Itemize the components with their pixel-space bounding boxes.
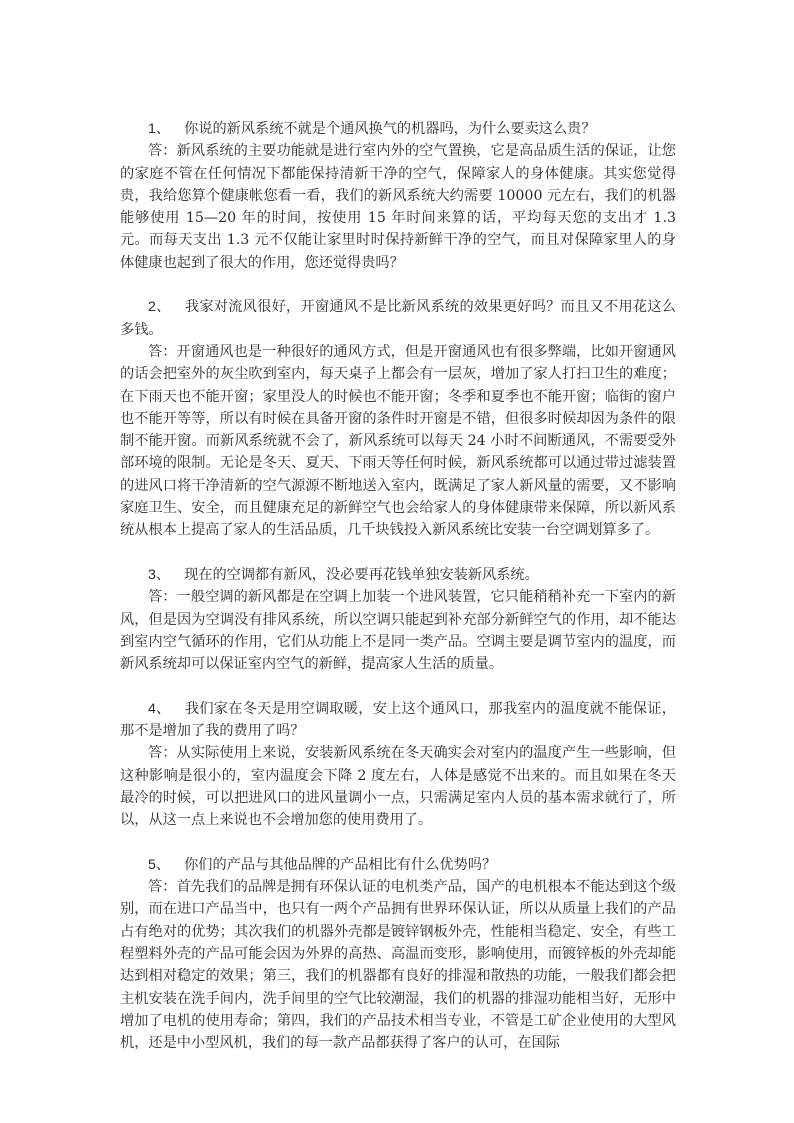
question-text: 你说的新风系统不就是个通风换气的机器吗，为什么要卖这么贵？ <box>184 121 596 137</box>
question-number: 5、 <box>148 856 171 873</box>
question-2 <box>120 296 676 341</box>
question-1 <box>120 118 676 140</box>
question-text: 你们的产品与其他品牌的产品相比有什么优势吗？ <box>184 856 497 873</box>
question-number: 4、 <box>148 700 171 717</box>
answer-4: 答：从实际使用上来说，安装新风系统在冬天确实会对室内的温度产生一些影响，但这种影响是很小的，室内温度会下降 2 度左右，人体是感觉不出来的。而且如果在冬天最冷的时候，可以把进风口的进风量调小一点，只需满足室内人员的基本需求就行了，所以，从这一点上来说也不会增加您的使用费用了。 <box>120 745 676 829</box>
question-5 <box>120 854 676 876</box>
question-4 <box>120 698 676 743</box>
answer-5: 答：首先我们的品牌是拥有环保认证的电机类产品，国产的电机根本不能达到这个级别，而在进口产品当中，也只有一两个产品拥有世界环保认证，所以从质量上我们的产品占有绝对的优势；其次我们的机器外壳都是镀锌钢板外壳，性能相当稳定、安全，有些工程塑料外壳的产品可能会因为外界的高热、高温而变形，影响使用，而镀锌板的外壳却能达到相对稳定的效果；第三，我们的机器都有良好的排湿和散热的功能，一般我们都会把主机安装在洗手间内，洗手间里的空气比较潮湿，我们的机器的排湿功能相当好，无形中增加了电机的使用寿命；第四，我们的产品技术相当专业，不管是工矿企业使用的大型风机，还是中小型风机，我们的每一款产品都获得了客户的认可，在国际 <box>120 879 676 1052</box>
qa-item-4 <box>120 698 676 832</box>
question-text: 现在的空调都有新风，没必要再花钱单独安装新风系统。 <box>184 566 539 583</box>
qa-item-3 <box>120 564 676 675</box>
qa-item-1 <box>120 118 676 274</box>
question-number: 3、 <box>148 566 171 583</box>
question-text: 我们家在冬天是用空调取暖，安上这个通风口，那我室内的温度就不能保证，那不是增加了我的费用了吗？ <box>120 700 676 740</box>
question-3 <box>120 564 676 586</box>
qa-item-5 <box>120 854 676 1055</box>
question-text: 我家对流风很好，开窗通风不是比新风系统的效果更好吗？而且又不用花这么多钱。 <box>120 299 676 338</box>
document-page <box>120 118 676 1077</box>
question-number: 1、 <box>148 121 171 137</box>
question-number: 2、 <box>148 299 171 316</box>
answer-2: 答：开窗通风也是一种很好的通风方式，但是开窗通风也有很多弊端，比如开窗通风的话会把室外的灰尘吹到室内，每天桌子上都会有一层灰，增加了家人打扫卫生的难度；在下雨天也不能开窗；家里没人的时候也不能开窗；冬季和夏季也不能开窗；临街的窗户也不能开等等，所以有时候在具备开窗的条件时开窗是不错，但很多时候却因为条件的限制不能开窗。而新风系统就不会了，新风系统可以每天 24 小时不间断通风，不需要受外部环境的限制。无论是冬天、夏天、下雨天等任何时候，新风系统都可以通过带过滤装置的进风口将干净清新的空气源源不断地送入室内，既满足了家人新风量的需要，又不影响家庭卫生、安全，而且健康充足的新鲜空气也会给家人的身体健康带来保障，所以新风系统从根本上提高了家人的生活品质，几千块钱投入新风系统比安装一台空调划算多了。 <box>120 343 676 539</box>
answer-1: 答：新风系统的主要功能就是进行室内外的空气置换，它是高品质生活的保证，让您的家庭不管在任何情况下都能保持清新干净的空气，保障家人的身体健康。其实您觉得贵，我给您算个健康帐您看一看，我们的新风系统大约需要 10000 元左右，我们的机器能够使用 15—20 年的时间，按使用 15 年时间来算的话，平均每天您的支出才 1.3 元。而每天支出 1.3 元不仅能让家里时时保持新鲜干净的空气，而且对保障家里人的身体健康也起到了很大的作用，您还觉得贵吗？ <box>120 143 676 271</box>
answer-3: 答：一般空调的新风都是在空调上加装一个进风装置，它只能稍稍补充一下室内的新风，但是因为空调没有排风系统，所以空调只能起到补充部分新鲜空气的作用，却不能达到室内空气循环的作用，它们从功能上不是同一类产品。空调主要是调节室内的温度，而新风系统却可以保证室内空气的新鲜，提高家人生活的质量。 <box>120 589 676 673</box>
qa-item-2 <box>120 296 676 541</box>
